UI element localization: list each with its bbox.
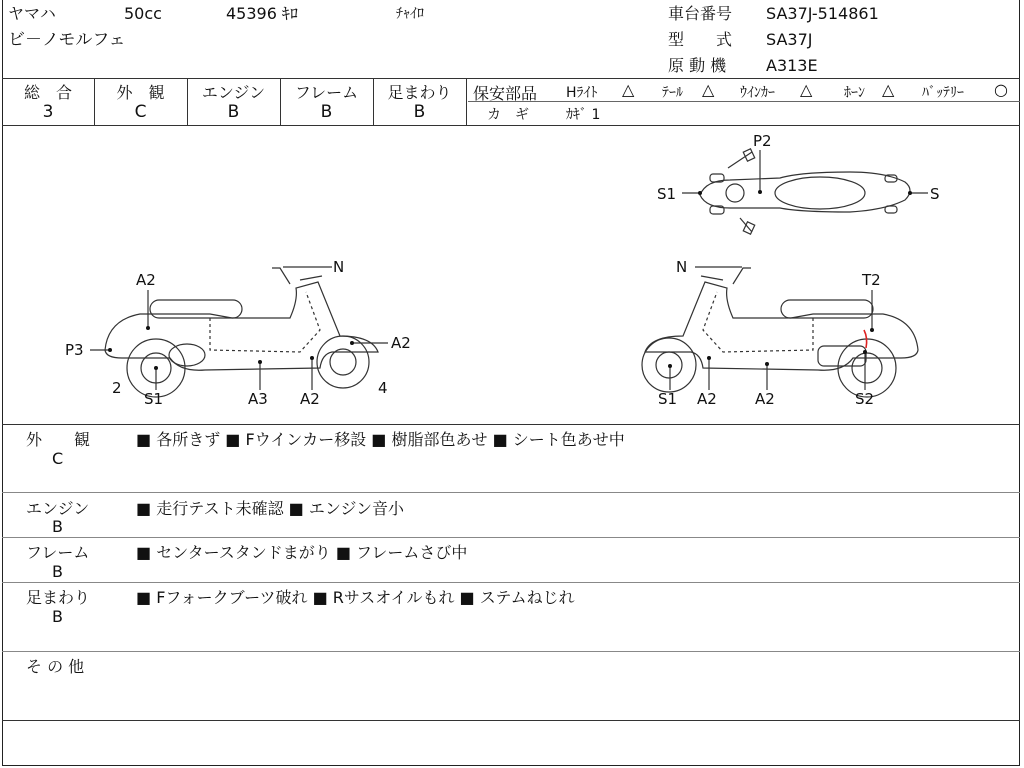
section-notes-exterior: ■ 各所きず ■ Fウインカー移設 ■ 樹脂部色あせ ■ シート色あせ中: [136, 430, 625, 449]
engine-label: 原 動 機: [668, 56, 727, 75]
safety-item-winker: ｳｲﾝｶｰ: [740, 85, 775, 101]
key-label: カ ギ: [487, 107, 529, 123]
engine-value: A313E: [766, 56, 818, 75]
key-value: ｶｷﾞ 1: [566, 107, 601, 123]
section-grade-exterior: C: [52, 449, 64, 468]
label-s-top: S: [930, 185, 940, 203]
grade-header-engine: エンジン: [201, 83, 266, 102]
safety-mark-horn: △: [882, 80, 895, 99]
label-s1-right: S1: [658, 390, 678, 408]
label-p3: P3: [65, 341, 84, 359]
section-notes-suspension: ■ Fフォークブーツ破れ ■ Rサスオイルもれ ■ ステムねじれ: [136, 588, 575, 607]
section-title-other: そ の 他: [26, 657, 85, 676]
divider: [2, 424, 1020, 425]
grade-header-frame: フレーム: [294, 83, 359, 102]
grade-header-suspension: 足まわり: [387, 83, 452, 102]
divider: [2, 492, 1020, 493]
color: ﾁｬｲﾛ: [396, 6, 424, 22]
grade-engine: B: [227, 102, 240, 122]
scooter-diagram: [0, 126, 1024, 424]
frame-no-label: 車台番号: [668, 4, 733, 23]
label-a2-left-bottom: A2: [300, 390, 320, 408]
label-s1-top: S1: [657, 185, 677, 203]
frame-no: SA37J-514861: [766, 4, 879, 23]
label-s2: S2: [855, 390, 875, 408]
divider: [2, 537, 1020, 538]
divider: [466, 78, 467, 125]
label-n-right: N: [676, 258, 688, 276]
section-title-suspension: 足まわり: [26, 588, 91, 607]
top-view-scooter: [700, 149, 910, 234]
label-s1-left: S1: [144, 390, 164, 408]
label-t2: T2: [862, 271, 881, 289]
section-grade-engine: B: [52, 517, 63, 536]
section-grade-frame: B: [52, 562, 63, 581]
divider: [2, 651, 1020, 652]
label-p2: P2: [753, 132, 772, 150]
grade-total: 3: [42, 102, 54, 122]
section-title-exterior: 外 観: [26, 430, 91, 449]
section-title-frame: フレーム: [26, 543, 90, 562]
grade-frame: B: [320, 102, 333, 122]
maker: ヤマハ: [8, 4, 56, 23]
divider: [2, 78, 1020, 79]
grade-exterior: C: [134, 102, 147, 122]
safety-item-headlight: Hﾗｲﾄ: [566, 85, 598, 101]
safety-mark-headlight: △: [622, 80, 635, 99]
type-value: SA37J: [766, 30, 813, 49]
section-notes-frame: ■ センタースタンドまがり ■ フレームさび中: [136, 543, 468, 562]
section-notes-engine: ■ 走行テスト未確認 ■ エンジン音小: [136, 499, 405, 518]
label-a2-left-top: A2: [136, 271, 156, 289]
safety-mark-tail: △: [702, 80, 715, 99]
mileage: 45396 ｷﾛ: [226, 4, 298, 23]
label-4: 4: [378, 379, 388, 397]
label-a2-left-front: A2: [391, 334, 411, 352]
label-n-left: N: [333, 258, 345, 276]
type-label: 型 式: [668, 30, 733, 49]
label-a3: A3: [248, 390, 268, 408]
safety-label: 保安部品: [473, 84, 538, 103]
model-name: ビ－ノモルフェ: [8, 30, 126, 50]
grade-header-total: 総 合: [23, 83, 72, 102]
safety-mark-winker: △: [800, 80, 813, 99]
label-a2-right-2: A2: [755, 390, 775, 408]
divider: [2, 582, 1020, 583]
displacement: 50cc: [124, 4, 162, 23]
divider: [2, 720, 1020, 721]
safety-mark-battery: ○: [994, 80, 1008, 99]
section-grade-suspension: B: [52, 607, 63, 626]
grade-suspension: B: [413, 102, 426, 122]
grade-header-exterior: 外 観: [116, 83, 165, 102]
safety-item-tail: ﾃｰﾙ: [662, 85, 683, 101]
section-title-engine: エンジン: [26, 499, 90, 518]
label-2: 2: [112, 379, 122, 397]
safety-item-horn: ﾎｰﾝ: [844, 85, 865, 101]
label-a2-right-1: A2: [697, 390, 717, 408]
safety-item-battery: ﾊﾞｯﾃﾘｰ: [922, 85, 964, 101]
